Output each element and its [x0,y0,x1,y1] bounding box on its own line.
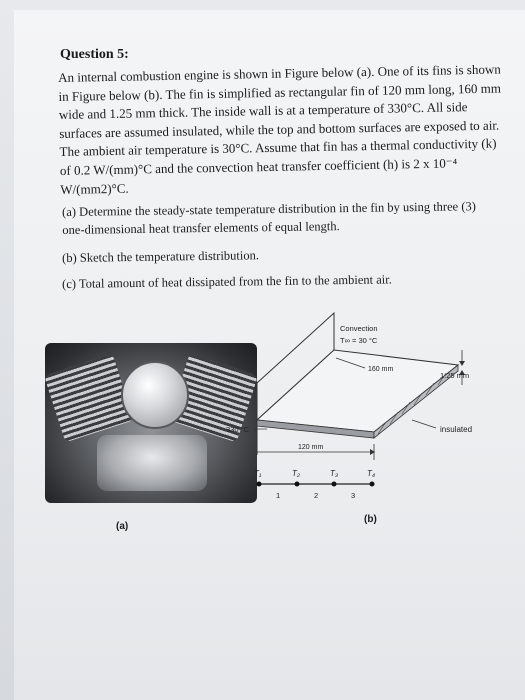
node-2 [295,482,300,487]
part-c-text: (c) Total amount of heat dissipated from the fin to the ambient air. [62,272,392,291]
convection-title: Convection [340,324,378,333]
part-a-text: (a) Determine the steady-state temperature distribution in the fin by using three (3) one-dimensional heat transfer elements of equal length. [62,199,476,237]
node-temp-T4: T₄ [367,469,376,478]
figure-a-label: (a) [116,521,129,532]
thickness-label: 1.25 mm [440,371,470,380]
question-title: Question 5: [60,47,129,62]
insulated-label: insulated [440,425,473,434]
node-3 [332,482,337,487]
length-label: 120 mm [298,444,324,451]
element-number-2: 2 [314,491,319,500]
node-temp-T1: T₁ [254,469,262,478]
paragraph-line: wide and 1.25 mm thick. The inside wall is at a temperature of 330°C. All side [58,99,468,123]
paragraph-line: The ambient air temperature is 30°C. Assume that fin has a thermal conductivity (k) [59,135,497,160]
paragraph-line: surfaces are assumed insulated, while the top and bottom surfaces are exposed to air. [59,117,500,141]
paragraph-line: W/(mm2)°C. [60,180,129,197]
wall-temp-label: 330 °C [226,425,250,434]
insulated-leader [412,420,436,428]
node-temp-T2: T₂ [292,469,300,478]
node-temp-T3: T₃ [330,469,339,478]
part-b-text: (b) Sketch the temperature distribution. [62,248,260,265]
paragraph-line: of 0.2 W/(mm)°C and the convection heat transfer coefficient (h) is 2 x 10⁻⁴ [59,155,458,178]
node-4 [370,482,375,487]
figure-b-label: (b) [364,514,377,525]
element-number-1: 1 [276,491,281,500]
convection-temp: T∞ = 30 °C [340,336,378,345]
width-label: 160 mm [368,366,394,373]
element-number-3: 3 [351,491,356,500]
paragraph-line: An internal combustion engine is shown in Figure below (a). One of its fins is shown [58,61,501,85]
node-1 [257,482,262,487]
paragraph-line: in Figure below (b). The fin is simplified as rectangular fin of 120 mm long, 160 mm [58,80,501,104]
